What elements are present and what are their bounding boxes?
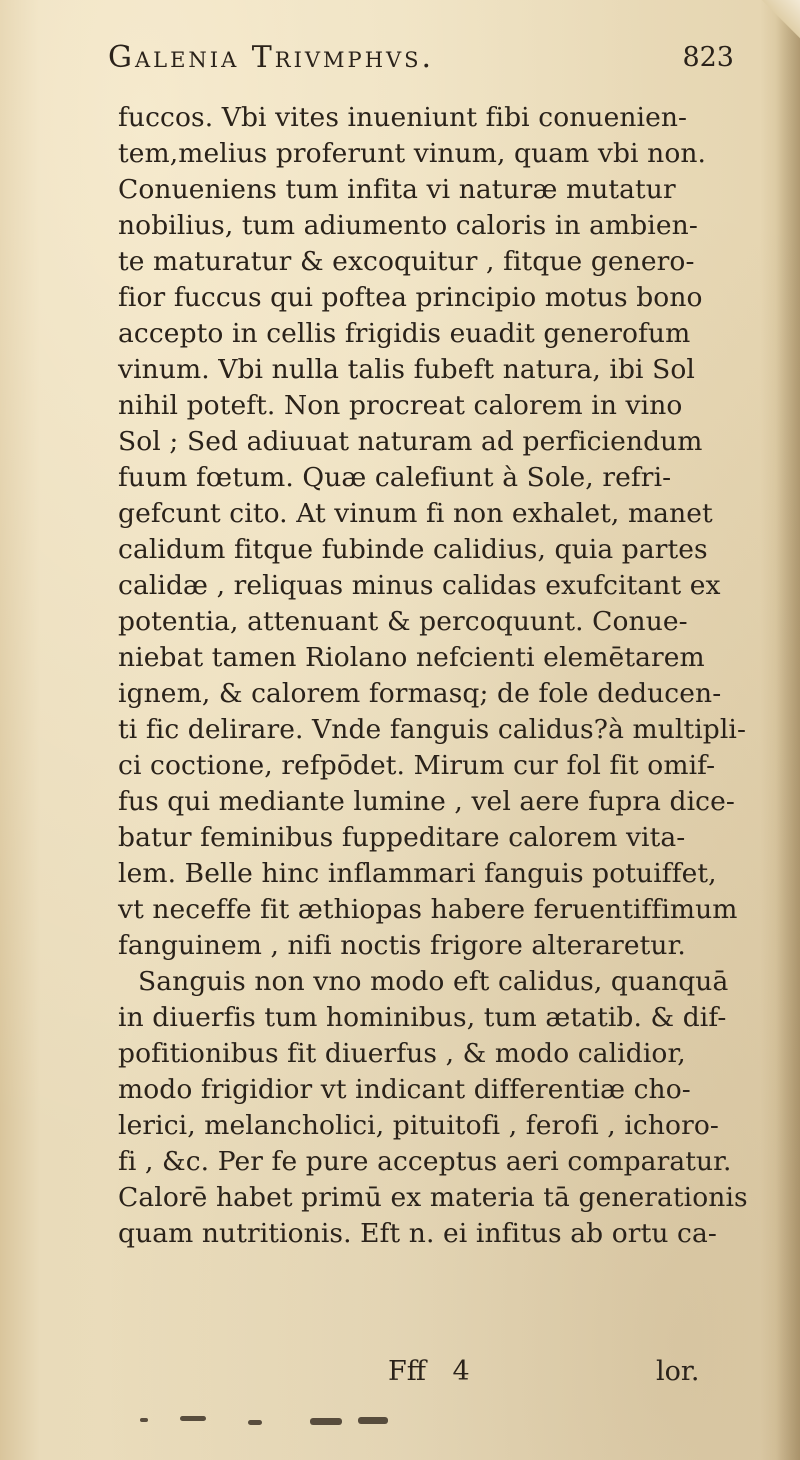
text-line: fus qui mediante lumine , vel aere fupra dice- bbox=[118, 786, 735, 817]
text-line: fuccos. Vbi vites inueniunt fibi conuenien- bbox=[118, 102, 688, 133]
text-line: ci coctione, refpōdet. Mirum cur fol fit omif- bbox=[118, 750, 716, 781]
text-line: ti fic delirare. Vnde fanguis calidus?à multipli- bbox=[118, 714, 747, 745]
text-line: lerici, melancholici, pituitofi , ferofi , ichoro- bbox=[118, 1110, 719, 1141]
text-line: te maturatur & excoquitur , fitque genero- bbox=[118, 246, 695, 277]
text-line: gefcunt cito. At vinum fi non exhalet, manet bbox=[118, 498, 713, 529]
text-line: fi , &c. Per fe pure acceptus aeri comparatur. bbox=[118, 1146, 732, 1177]
running-title: Galenia Trivmphvs. bbox=[108, 40, 435, 75]
text-line: Sol ; Sed adiuuat naturam ad perficiendum bbox=[118, 426, 703, 457]
page-header bbox=[108, 40, 748, 88]
text-line: potentia, attenuant & percoquunt. Conue- bbox=[118, 606, 688, 637]
text-line: calidæ , reliquas minus calidas exufcitant ex bbox=[118, 570, 721, 601]
text-line: fuum fœtum. Quæ calefiunt à Sole, refri- bbox=[118, 462, 672, 493]
text-line: Sanguis non vno modo eft calidus, quanquā bbox=[138, 966, 729, 997]
text-line: tem,melius proferunt vinum, quam vbi non. bbox=[118, 138, 707, 169]
text-line: in diuerfis tum hominibus, tum ætatib. & dif- bbox=[118, 1002, 727, 1033]
text-line: vt neceffe fit æthiopas habere feruentiffimum bbox=[118, 894, 738, 925]
text-line: batur feminibus fuppeditare calorem vita- bbox=[118, 822, 686, 853]
text-line: calidum fitque fubinde calidius, quia partes bbox=[118, 534, 708, 565]
page-number: 823 bbox=[682, 42, 734, 73]
page-edge-shadow bbox=[776, 0, 800, 1460]
text-line: nihil poteft. Non procreat calorem in vino bbox=[118, 390, 683, 421]
text-line: ignem, & calorem formasq; de fole deducen- bbox=[118, 678, 722, 709]
page-footer bbox=[0, 1356, 800, 1396]
text-line: pofitionibus fit diuerfus , & modo calidior, bbox=[118, 1038, 686, 1069]
text-line: Calorē habet primū ex materia tā generationis bbox=[118, 1182, 748, 1213]
catchword: lor. bbox=[656, 1356, 700, 1387]
text-line: fior fuccus qui poftea principio motus bono bbox=[118, 282, 703, 313]
page-corner-fold bbox=[756, 0, 800, 40]
text-line: accepto in cellis frigidis euadit generofum bbox=[118, 318, 691, 349]
text-line: fanguinem , nifi noctis frigore alteraretur. bbox=[118, 930, 686, 961]
signature-mark: Fff 4 bbox=[388, 1356, 470, 1387]
text-line: lem. Belle hinc inflammari fanguis potuiffet, bbox=[118, 858, 717, 889]
text-line: Conueniens tum infita vi naturæ mutatur bbox=[118, 174, 676, 205]
text-line: niebat tamen Riolano nefcienti elemētarem bbox=[118, 642, 705, 673]
text-line: vinum. Vbi nulla talis fubeft natura, ibi Sol bbox=[118, 354, 696, 385]
text-line: quam nutritionis. Eft n. ei infitus ab ortu ca- bbox=[118, 1218, 717, 1249]
text-line: modo frigidior vt indicant differentiæ cho- bbox=[118, 1074, 691, 1105]
ink-smudges bbox=[140, 1412, 440, 1432]
text-line: nobilius, tum adiumento caloris in ambien- bbox=[118, 210, 698, 241]
